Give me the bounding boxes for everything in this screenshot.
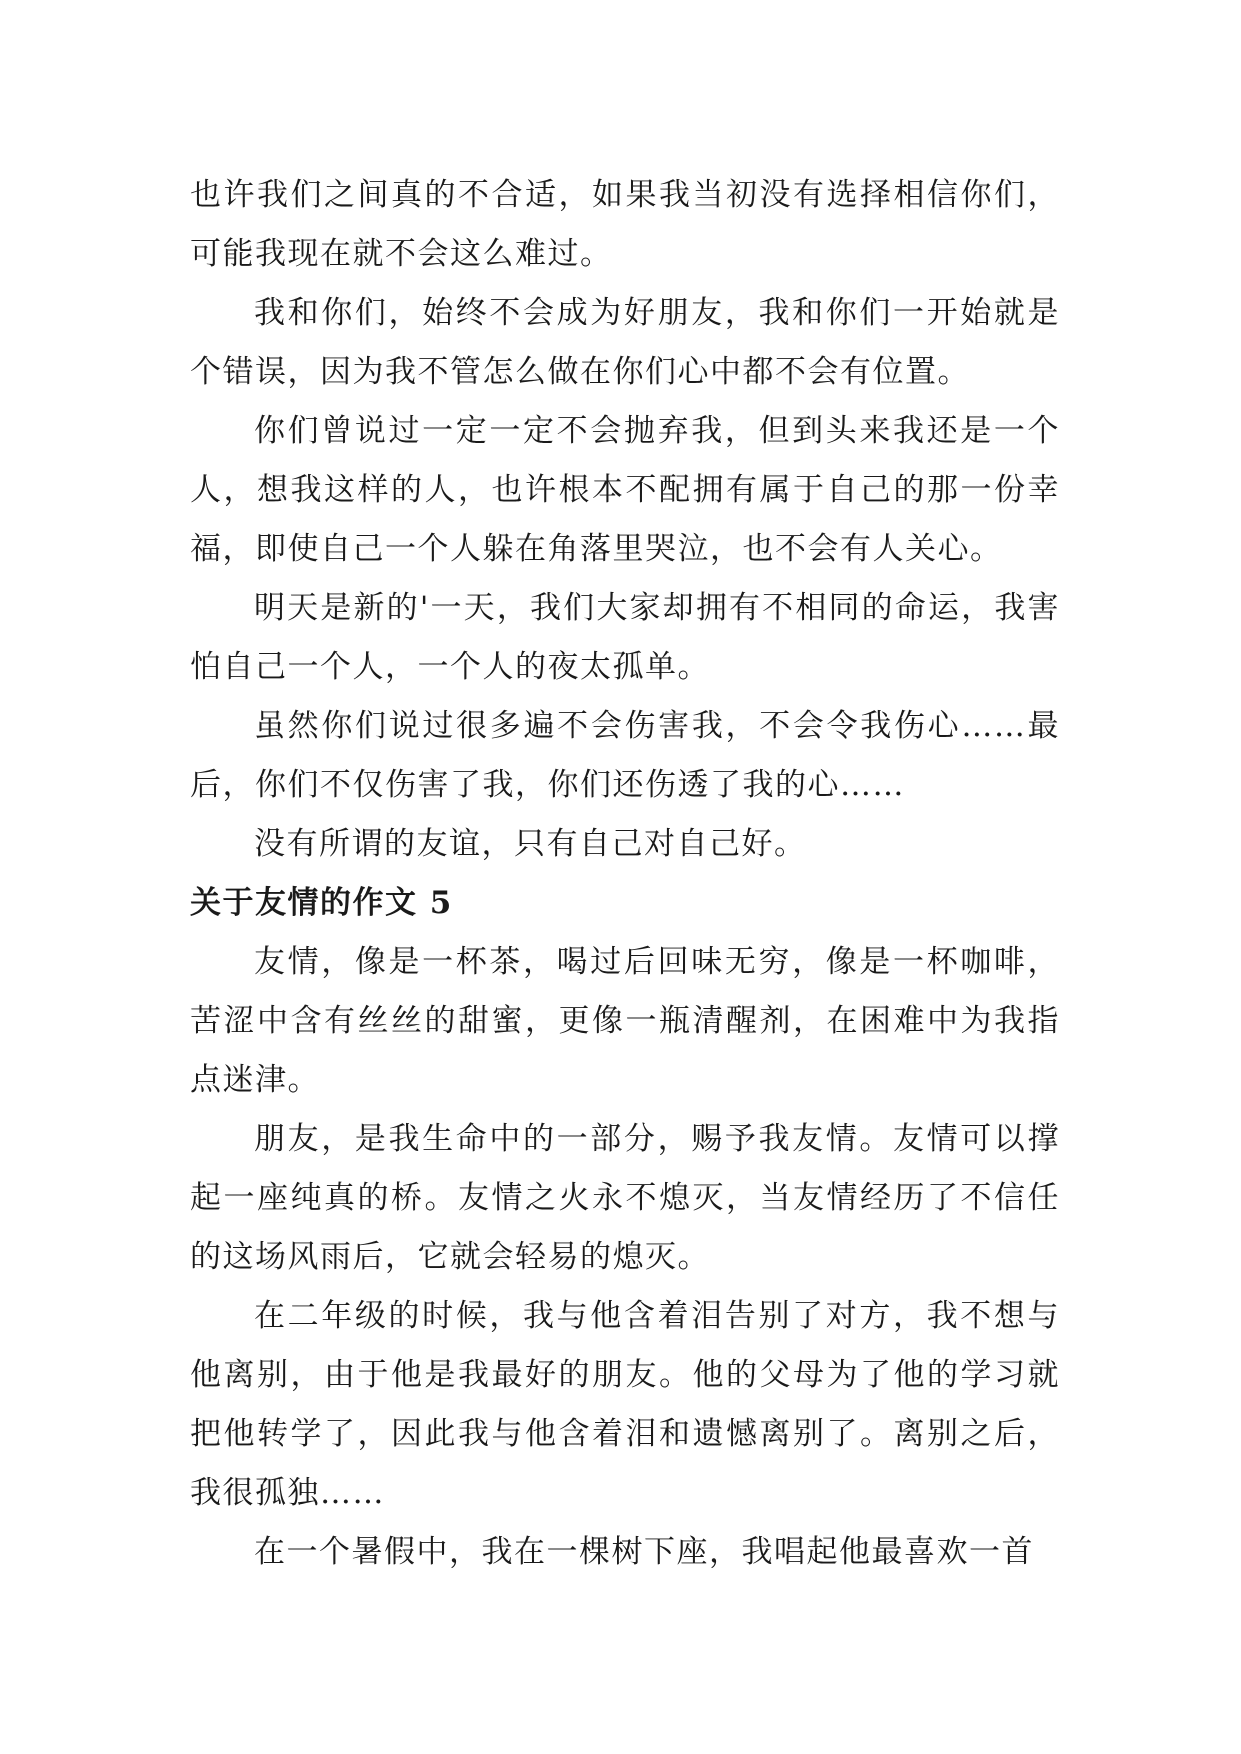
paragraph: 友情，像是一杯茶，喝过后回味无穷，像是一杯咖啡，苦涩中含有丝丝的甜蜜，更像一瓶清醒剂，在困难中为我指点迷津。 (190, 944, 1060, 1098)
paragraph: 没有所谓的友谊，只有自己对自己好。 (254, 826, 807, 862)
paragraph: 在一个暑假中，我在一棵树下座，我唱起他最喜欢一首 (254, 1534, 1034, 1570)
paragraph: 明天是新的'一天，我们大家却拥有不相同的命运，我害怕自己一个人，一个人的夜太孤单。 (190, 590, 1060, 685)
paragraph: 虽然你们说过很多遍不会伤害我，不会令我伤心……最后，你们不仅伤害了我，你们还伤透了我的心…… (190, 708, 1060, 803)
paragraph: 也许我们之间真的不合适，如果我当初没有选择相信你们，可能我现在就不会这么难过。 (190, 177, 1060, 272)
paragraph: 朋友，是我生命中的一部分，赐予我友情。友情可以撑起一座纯真的桥。友情之火永不熄灭，当友情经历了不信任的这场风雨后，它就会轻易的熄灭。 (190, 1121, 1060, 1275)
section-heading: 关于友情的作文 5 (190, 885, 453, 921)
document-body (190, 166, 1060, 1582)
paragraph: 在二年级的时候，我与他含着泪告别了对方，我不想与他离别，由于他是我最好的朋友。他的父母为了他的学习就把他转学了，因此我与他含着泪和遗憾离别了。离别之后，我很孤独…… (190, 1298, 1060, 1511)
paragraph: 你们曾说过一定一定不会抛弃我，但到头来我还是一个人，想我这样的人，也许根本不配拥有属于自己的那一份幸福，即使自己一个人躲在角落里哭泣，也不会有人关心。 (190, 413, 1060, 567)
paragraph: 我和你们，始终不会成为好朋友，我和你们一开始就是个错误，因为我不管怎么做在你们心中都不会有位置。 (190, 295, 1060, 390)
